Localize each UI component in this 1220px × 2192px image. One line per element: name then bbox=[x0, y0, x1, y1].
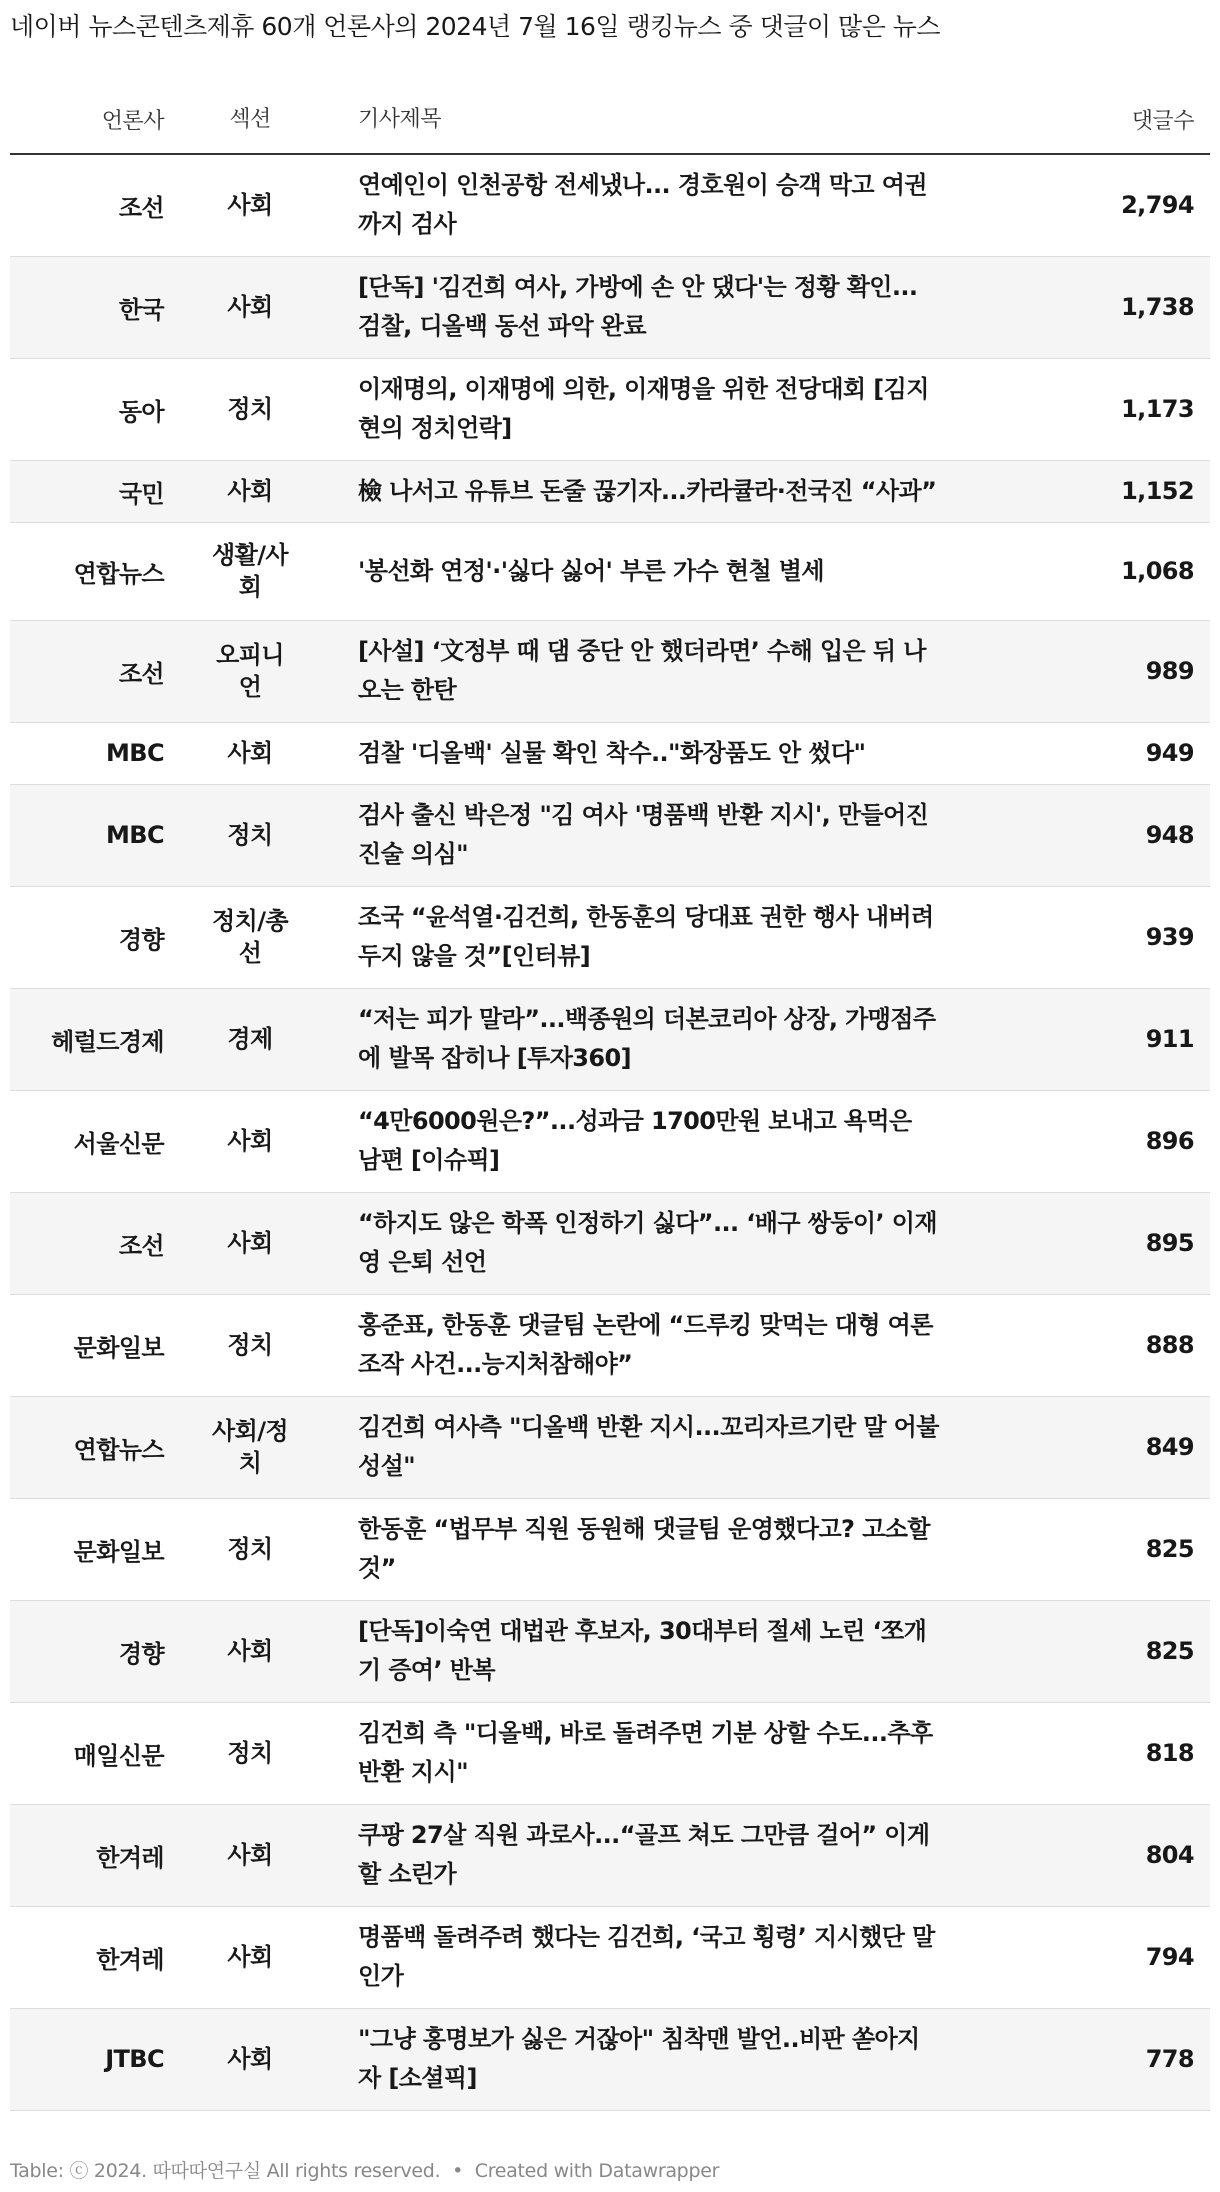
table-row bbox=[10, 988, 1210, 1090]
table-body bbox=[10, 154, 1210, 2110]
comment-count-cell: 896 bbox=[1145, 1127, 1194, 1155]
comment-count-cell: 895 bbox=[1145, 1229, 1194, 1257]
section-cell: 정치 bbox=[227, 1535, 273, 1563]
section-cell: 사회 bbox=[227, 477, 273, 505]
headline-cell: 연예인이 인천공항 전세냈나... 경호원이 승객 막고 여권까지 검사 bbox=[358, 171, 927, 239]
table-row bbox=[10, 1702, 1210, 1804]
section-cell: 사회 bbox=[227, 1841, 273, 1869]
comment-count-cell: 2,794 bbox=[1121, 191, 1194, 220]
table-row bbox=[10, 722, 1210, 784]
comment-count-cell: 888 bbox=[1145, 1331, 1194, 1359]
section-cell: 사회 bbox=[227, 191, 273, 220]
section-cell: 사회 bbox=[227, 2045, 273, 2073]
headline-cell: 검사 출신 박은정 "김 여사 '명품백 반환 지시', 만들어진 진술 의심" bbox=[358, 801, 929, 868]
table-row bbox=[10, 1192, 1210, 1294]
comment-count-cell: 849 bbox=[1145, 1433, 1194, 1461]
table-row bbox=[10, 2008, 1210, 2110]
footer-source: Table: ⓒ 2024. 따따따연구실 All rights reserved. bbox=[10, 2160, 441, 2182]
section-cell: 사회 bbox=[227, 1637, 273, 1665]
comment-count-cell: 989 bbox=[1145, 657, 1194, 685]
headline-cell: "그냥 홍명보가 싫은 거잖아" 침착맨 발언..비판 쏟아지자 [소셜픽] bbox=[358, 2025, 920, 2092]
comment-count-cell: 825 bbox=[1145, 1535, 1194, 1563]
headline-cell: 김건희 측 "디올백, 바로 돌려주면 기분 상할 수도...추후 반환 지시" bbox=[358, 1719, 933, 1786]
publisher-cell: 한겨레 bbox=[96, 1843, 164, 1872]
headline-cell: “4만6000원은?”...성과금 1700만원 보내고 욕먹은 남편 [이슈픽] bbox=[358, 1107, 912, 1174]
table-row bbox=[10, 1294, 1210, 1396]
publisher-cell: 동아 bbox=[118, 397, 164, 426]
headline-cell: 쿠팡 27살 직원 과로사...“골프 쳐도 그만큼 걸어” 이게 할 소린가 bbox=[358, 1821, 930, 1888]
headline-cell: '봉선화 연정'·'싫다 싫어' 부른 가수 현철 별세 bbox=[358, 556, 824, 585]
comment-count-cell: 804 bbox=[1145, 1841, 1194, 1869]
table-row bbox=[10, 1804, 1210, 1906]
publisher-cell: 한국 bbox=[118, 295, 164, 324]
section-cell: 정치/총선 bbox=[212, 907, 288, 967]
table-row bbox=[10, 1396, 1210, 1498]
publisher-cell: 경향 bbox=[118, 925, 164, 954]
column-header-publisher[interactable]: 언론사 bbox=[10, 86, 170, 154]
comment-count-cell: 948 bbox=[1145, 821, 1194, 849]
publisher-cell: 국민 bbox=[118, 479, 164, 508]
headline-cell: [사설] ‘文정부 때 댐 중단 안 했더라면’ 수해 입은 뒤 나오는 한탄 bbox=[358, 637, 926, 704]
column-header-section[interactable]: 섹션 bbox=[170, 86, 330, 154]
column-header-comments[interactable]: 댓글수 bbox=[1060, 86, 1210, 154]
comment-count-cell: 818 bbox=[1145, 1739, 1194, 1767]
comment-count-cell: 794 bbox=[1145, 1943, 1194, 1971]
table-row bbox=[10, 784, 1210, 886]
table-row bbox=[10, 256, 1210, 358]
header-row bbox=[10, 86, 1210, 154]
section-cell: 정치 bbox=[227, 395, 273, 423]
comment-count-cell: 1,152 bbox=[1121, 477, 1194, 505]
publisher-cell: 문화일보 bbox=[73, 1333, 164, 1362]
section-cell: 사회 bbox=[227, 739, 273, 767]
publisher-cell: 연합뉴스 bbox=[73, 1435, 164, 1464]
headline-cell: 김건희 여사측 "디올백 반환 지시...꼬리자르기란 말 어불성설" bbox=[358, 1413, 939, 1480]
table-row bbox=[10, 1090, 1210, 1192]
table-row bbox=[10, 154, 1210, 256]
section-cell: 정치 bbox=[227, 1739, 273, 1767]
comment-count-cell: 778 bbox=[1145, 2045, 1194, 2073]
publisher-cell: 매일신문 bbox=[73, 1741, 164, 1770]
table-row bbox=[10, 620, 1210, 722]
publisher-cell: 연합뉴스 bbox=[73, 559, 164, 588]
publisher-cell: 경향 bbox=[118, 1639, 164, 1668]
section-cell: 경제 bbox=[227, 1025, 273, 1053]
section-cell: 생활/사회 bbox=[212, 541, 288, 601]
headline-cell: 이재명의, 이재명에 의한, 이재명을 위한 전당대회 [김지현의 정치언락] bbox=[358, 375, 929, 442]
publisher-cell: 조선 bbox=[118, 193, 164, 222]
table-row bbox=[10, 522, 1210, 620]
headline-cell: “하지도 않은 학폭 인정하기 싫다”... ‘배구 쌍둥이’ 이재영 은퇴 선언 bbox=[358, 1209, 937, 1276]
comment-count-cell: 949 bbox=[1145, 739, 1194, 767]
table-row bbox=[10, 1498, 1210, 1600]
section-cell: 사회/정치 bbox=[212, 1417, 288, 1477]
comment-count-cell: 1,738 bbox=[1121, 293, 1194, 321]
table-row bbox=[10, 1906, 1210, 2008]
comment-count-cell: 939 bbox=[1145, 923, 1194, 951]
headline-cell: 명품백 돌려주려 했다는 김건희, ‘국고 횡령’ 지시했단 말인가 bbox=[358, 1923, 935, 1990]
publisher-cell: MBC bbox=[106, 739, 164, 767]
table-row bbox=[10, 886, 1210, 988]
publisher-cell: 서울신문 bbox=[73, 1129, 164, 1158]
publisher-cell: 문화일보 bbox=[73, 1537, 164, 1566]
publisher-cell: 한겨레 bbox=[96, 1945, 164, 1974]
publisher-cell: 헤럴드경제 bbox=[51, 1027, 164, 1056]
headline-cell: 檢 나서고 유튜브 돈줄 끊기자...카라큘라·전국진 “사과” bbox=[358, 476, 937, 505]
publisher-cell: 조선 bbox=[118, 1231, 164, 1260]
comment-count-cell: 1,173 bbox=[1121, 395, 1194, 423]
headline-cell: [단독] '김건희 여사, 가방에 손 안 댔다'는 정황 확인... 검찰, 디올백 동선 파악 완료 bbox=[358, 273, 918, 340]
section-cell: 사회 bbox=[227, 1943, 273, 1971]
footer bbox=[10, 2156, 719, 2183]
headline-cell: 조국 “윤석열·김건희, 한동훈의 당대표 권한 행사 내버려두지 않을 것”[인터뷰] bbox=[358, 903, 934, 970]
publisher-cell: 조선 bbox=[118, 659, 164, 688]
headline-cell: “저는 피가 말라”...백종원의 더본코리아 상장, 가맹점주에 발목 잡히나 [투자360] bbox=[358, 1005, 936, 1072]
section-cell: 오피니언 bbox=[216, 641, 284, 701]
publisher-cell: JTBC bbox=[105, 2045, 164, 2073]
table-row bbox=[10, 1600, 1210, 1702]
table-row bbox=[10, 460, 1210, 522]
headline-cell: [단독]이숙연 대법관 후보자, 30대부터 절세 노린 ‘쪼개기 증여’ 반복 bbox=[358, 1617, 927, 1684]
headline-cell: 홍준표, 한동훈 댓글팀 논란에 “드루킹 맞먹는 대형 여론조작 사건...능지처참해야” bbox=[358, 1311, 933, 1378]
section-cell: 정치 bbox=[227, 1331, 273, 1359]
headline-cell: 한동훈 “법무부 직원 동원해 댓글팀 운영했다고? 고소할 것” bbox=[358, 1515, 930, 1582]
publisher-cell: MBC bbox=[106, 821, 164, 849]
section-cell: 정치 bbox=[227, 821, 273, 849]
section-cell: 사회 bbox=[227, 293, 273, 321]
footer-separator: • bbox=[452, 2160, 463, 2182]
section-cell: 사회 bbox=[227, 1127, 273, 1155]
comment-count-cell: 911 bbox=[1145, 1025, 1194, 1053]
table-title: 네이버 뉴스콘텐츠제휴 60개 언론사의 2024년 7월 16일 랭킹뉴스 중 댓글이 많은 뉴스 bbox=[10, 12, 941, 41]
headline-cell: 검찰 '디올백' 실물 확인 착수.."화장품도 안 썼다" bbox=[358, 738, 866, 767]
column-header-headline[interactable]: 기사제목 bbox=[330, 86, 1060, 154]
comment-count-cell: 1,068 bbox=[1121, 557, 1194, 585]
table-row bbox=[10, 358, 1210, 460]
footer-credit-link[interactable]: Created with Datawrapper bbox=[474, 2160, 720, 2182]
section-cell: 사회 bbox=[227, 1229, 273, 1257]
comment-count-cell: 825 bbox=[1145, 1637, 1194, 1665]
news-table bbox=[10, 86, 1210, 2111]
